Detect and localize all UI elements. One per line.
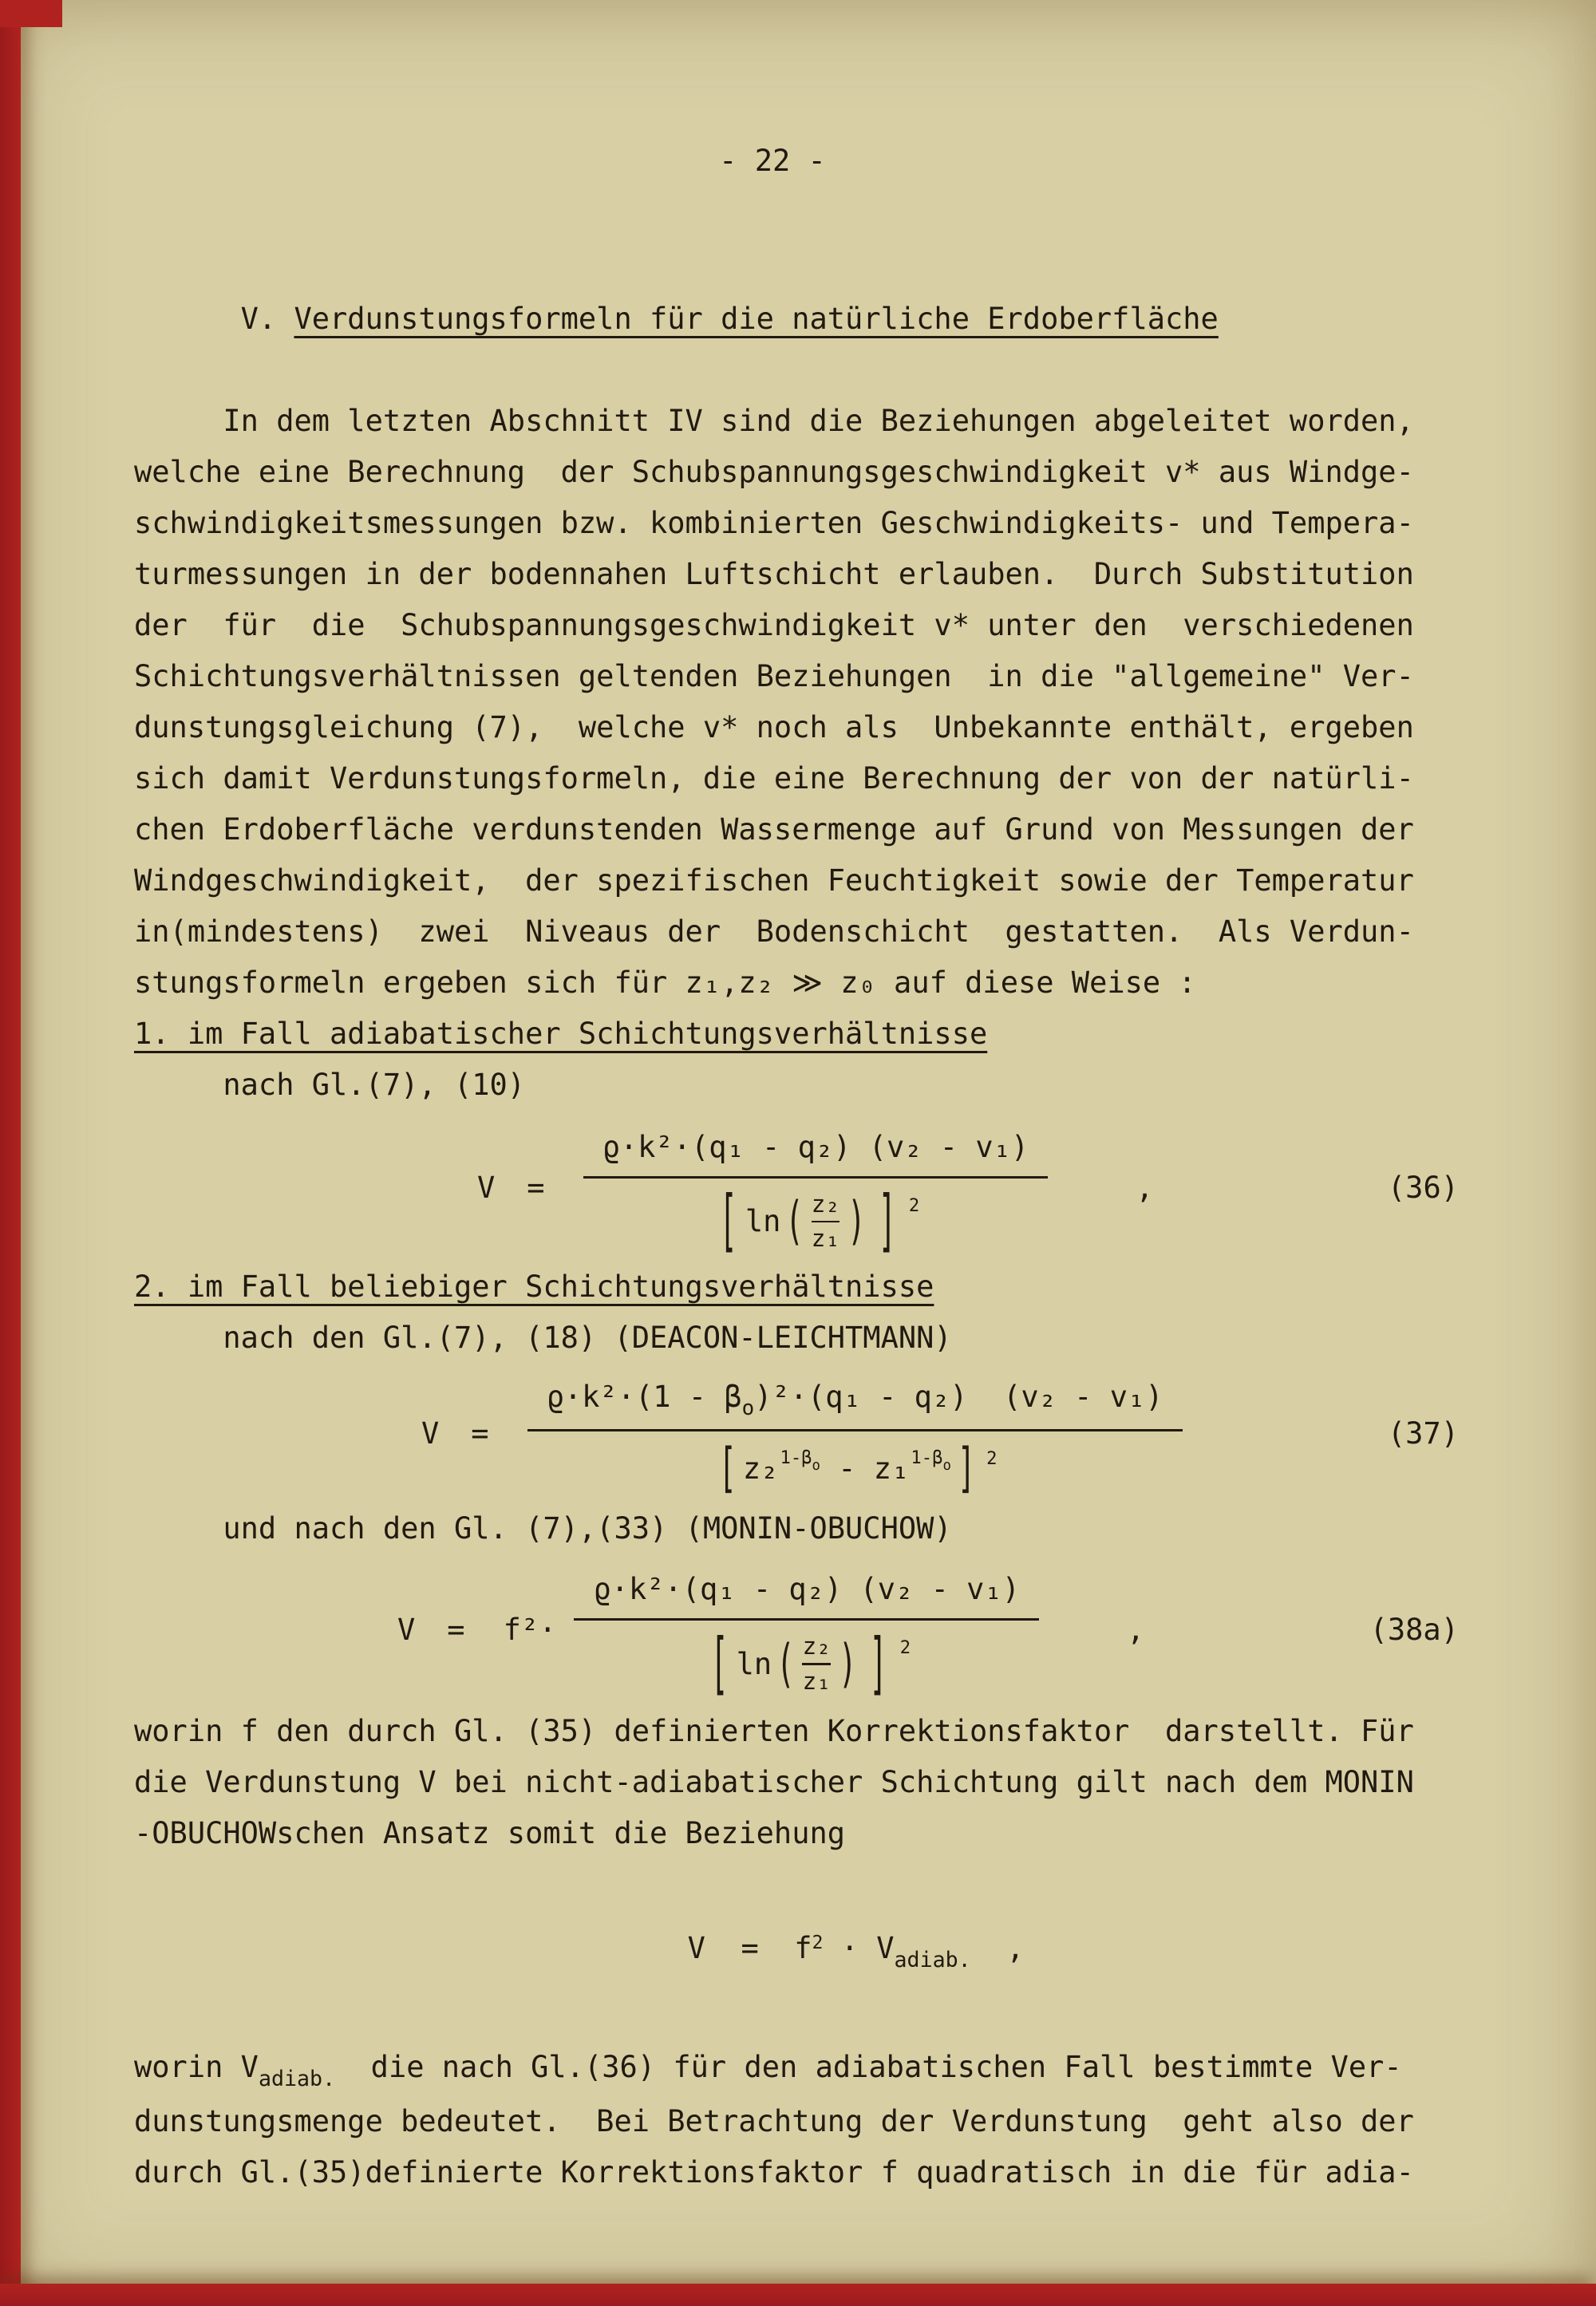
equation-reference-2: nach den Gl.(7), (18) (DEACON-LEICHTMANN) bbox=[134, 1321, 952, 1356]
exponent: 2 bbox=[812, 1933, 824, 1954]
fraction-numerator: ϱ·k²·(q₁ - q₂) (v₂ - v₁) bbox=[593, 1572, 1021, 1607]
text-line: dunstungsgleichung (7), welche v* noch als Unbekannte enthält, ergeben bbox=[134, 710, 1414, 744]
correction-factor: f²· bbox=[503, 1613, 557, 1648]
subsection-1-heading bbox=[134, 1009, 1459, 1060]
left-paren: ( bbox=[776, 1633, 795, 1694]
fraction-denominator bbox=[707, 1181, 925, 1261]
fraction-denominator bbox=[697, 1624, 915, 1704]
text-line: dunstungsmenge bedeutet. Bei Betrachtung der Verdunstung geht also der bbox=[134, 2103, 1414, 2138]
text-line: -OBUCHOWschen Ansatz somit die Beziehung bbox=[134, 1815, 846, 1850]
equation-lhs: V bbox=[397, 1613, 416, 1648]
fraction bbox=[527, 1372, 1183, 1500]
fraction-bar bbox=[583, 1176, 1049, 1179]
right-bracket: ] bbox=[878, 1181, 896, 1261]
exponent: 2 bbox=[986, 1448, 998, 1470]
left-bracket: [ bbox=[710, 1624, 729, 1704]
subsection-1-title: 1. im Fall adiabatischer Schichtungsverhältnisse bbox=[134, 1017, 988, 1051]
ln-function: ln bbox=[736, 1646, 772, 1681]
comma: , bbox=[1136, 1170, 1154, 1205]
text-fragment: 1-β bbox=[780, 1447, 812, 1469]
fraction bbox=[583, 1122, 1049, 1261]
text-fragment: ϱ·k²·(1 - β bbox=[546, 1380, 742, 1415]
text-line: Windgeschwindigkeit, der spezifischen Feuchtigkeit sowie der Temperatur bbox=[134, 863, 1414, 898]
equation-lhs: V bbox=[477, 1170, 496, 1205]
text-fragment: )²·(q₁ - q₂) (v₂ - v₁) bbox=[754, 1380, 1163, 1415]
text-line: In dem letzten Abschnitt IV sind die Beziehungen abgeleitet worden, bbox=[134, 404, 1414, 438]
inner-fraction-bar bbox=[802, 1663, 831, 1665]
text-line: worin f den durch Gl. (35) definierten Korrektionsfaktor darstellt. Für bbox=[134, 1713, 1414, 1748]
left-bracket: [ bbox=[718, 1437, 737, 1500]
comma: , bbox=[970, 1930, 1025, 1965]
fraction-denominator bbox=[708, 1437, 1002, 1500]
text-line: welche eine Berechnung der Schubspannungsgeschwindigkeit v* aus Windge- bbox=[134, 455, 1414, 489]
comma: , bbox=[1127, 1613, 1145, 1648]
inner-denominator: z₁ bbox=[811, 1225, 840, 1253]
text-line: die Verdunstung V bei nicht-adiabatischer Schichtung gilt nach dem MONIN bbox=[134, 1764, 1414, 1799]
exponent bbox=[911, 1432, 951, 1485]
inner-fraction bbox=[802, 1632, 831, 1696]
right-paren: ) bbox=[839, 1633, 857, 1694]
binding-edge-bottom bbox=[0, 2284, 1596, 2306]
subsection-2-title: 2. im Fall beliebiger Schichtungsverhältnisse bbox=[134, 1269, 934, 1305]
text-line: sich damit Verdunstungsformeln, die eine Berechnung der von der natürli- bbox=[134, 761, 1414, 796]
equation-number: (36) bbox=[1387, 1170, 1459, 1205]
z1-base: z₁ bbox=[873, 1451, 910, 1487]
text-line: durch Gl.(35)definierte Korrektionsfaktor f quadratisch in die für adia- bbox=[134, 2154, 1414, 2190]
fraction-numerator bbox=[527, 1372, 1183, 1426]
equation-36 bbox=[134, 1122, 1459, 1261]
text-fragment: die nach Gl.(36) für den adiabatischen Fall bestimmte Ver- bbox=[335, 2049, 1402, 2084]
ln-function: ln bbox=[745, 1204, 781, 1239]
equation-lhs: V bbox=[421, 1416, 440, 1451]
text-line: Schichtungsverhältnissen geltenden Beziehungen in die "allgemeine" Ver- bbox=[134, 659, 1414, 693]
final-paragraph bbox=[134, 2042, 1459, 2198]
binding-corner-top-left bbox=[0, 0, 62, 27]
text-line bbox=[134, 2042, 1459, 2096]
text-line: stungsformeln ergeben sich für z₁,z₂ ≫ z₀ auf diese Weise : bbox=[134, 965, 1196, 1000]
right-bracket: ] bbox=[869, 1624, 887, 1704]
inner-fraction-bar bbox=[812, 1221, 840, 1223]
adiab-subscript: adiab. bbox=[894, 1948, 971, 1973]
relation-lhs: V = f bbox=[687, 1930, 812, 1965]
text-line: der für die Schubspannungsgeschwindigkeit v* unter den verschiedenen bbox=[134, 608, 1414, 642]
left-paren: ( bbox=[785, 1191, 804, 1251]
fraction-bar bbox=[574, 1618, 1039, 1621]
fraction-numerator: ϱ·k²·(q₁ - q₂) (v₂ - v₁) bbox=[602, 1130, 1029, 1164]
chapter-number: V. bbox=[240, 302, 294, 336]
text-line: chen Erdoberfläche verdunstenden Wassermenge auf Grund von Messungen der bbox=[134, 812, 1414, 847]
exponent: 2 bbox=[899, 1637, 911, 1659]
equation-reference-3: und nach den Gl. (7),(33) (MONIN-OBUCHOW) bbox=[134, 1511, 952, 1546]
equation-37 bbox=[134, 1372, 1459, 1500]
beta-subscript: o bbox=[812, 1457, 820, 1474]
chapter-title: Verdunstungsformeln für die natürliche Erdoberfläche bbox=[294, 302, 1219, 336]
equals-sign: = bbox=[471, 1416, 489, 1451]
z2-base: z₂ bbox=[742, 1451, 779, 1487]
text-fragment: · V bbox=[823, 1930, 895, 1965]
text-fragment: 1-β bbox=[911, 1447, 943, 1469]
intro-paragraph bbox=[134, 396, 1459, 1009]
adiab-subscript: adiab. bbox=[258, 2067, 336, 2092]
text-fragment: worin V bbox=[134, 2049, 259, 2084]
equals-sign: = bbox=[527, 1170, 545, 1205]
beta-subscript: o bbox=[741, 1396, 755, 1421]
text-line: in(mindestens) zwei Niveaus der Bodenschicht gestatten. Als Verdun- bbox=[134, 914, 1414, 949]
fraction-bar bbox=[527, 1429, 1183, 1431]
page-content bbox=[134, 136, 1459, 2198]
beta-subscript: o bbox=[942, 1457, 951, 1474]
inner-fraction bbox=[812, 1190, 840, 1254]
right-bracket: ] bbox=[957, 1437, 976, 1500]
minus-sign: - bbox=[820, 1451, 874, 1487]
inner-numerator: z₂ bbox=[802, 1633, 832, 1660]
equation-38a bbox=[134, 1564, 1459, 1704]
left-bracket: [ bbox=[719, 1181, 737, 1261]
subsection-2-heading bbox=[134, 1262, 1459, 1313]
equals-sign: = bbox=[447, 1613, 465, 1648]
text-line: schwindigkeitsmessungen bzw. kombinierten Geschwindigkeits- und Tempera- bbox=[134, 506, 1414, 540]
right-paren: ) bbox=[847, 1191, 866, 1251]
closing-paragraph bbox=[134, 1706, 1459, 1859]
page-number: - 22 - bbox=[719, 144, 826, 178]
equation-number: (38a) bbox=[1369, 1613, 1459, 1648]
inner-numerator: z₂ bbox=[811, 1191, 840, 1218]
binding-edge-left bbox=[0, 0, 21, 2306]
relation-equation bbox=[134, 1872, 1459, 2029]
chapter-heading bbox=[134, 243, 1459, 396]
equation-number: (37) bbox=[1387, 1416, 1459, 1451]
text-line: turmessungen in der bodennahen Luftschicht erlauben. Durch Substitution bbox=[134, 557, 1414, 591]
equation-reference-1: nach Gl.(7), (10) bbox=[134, 1068, 526, 1102]
exponent bbox=[780, 1432, 820, 1485]
fraction bbox=[574, 1564, 1039, 1704]
exponent: 2 bbox=[908, 1194, 920, 1216]
inner-denominator: z₁ bbox=[802, 1667, 832, 1695]
